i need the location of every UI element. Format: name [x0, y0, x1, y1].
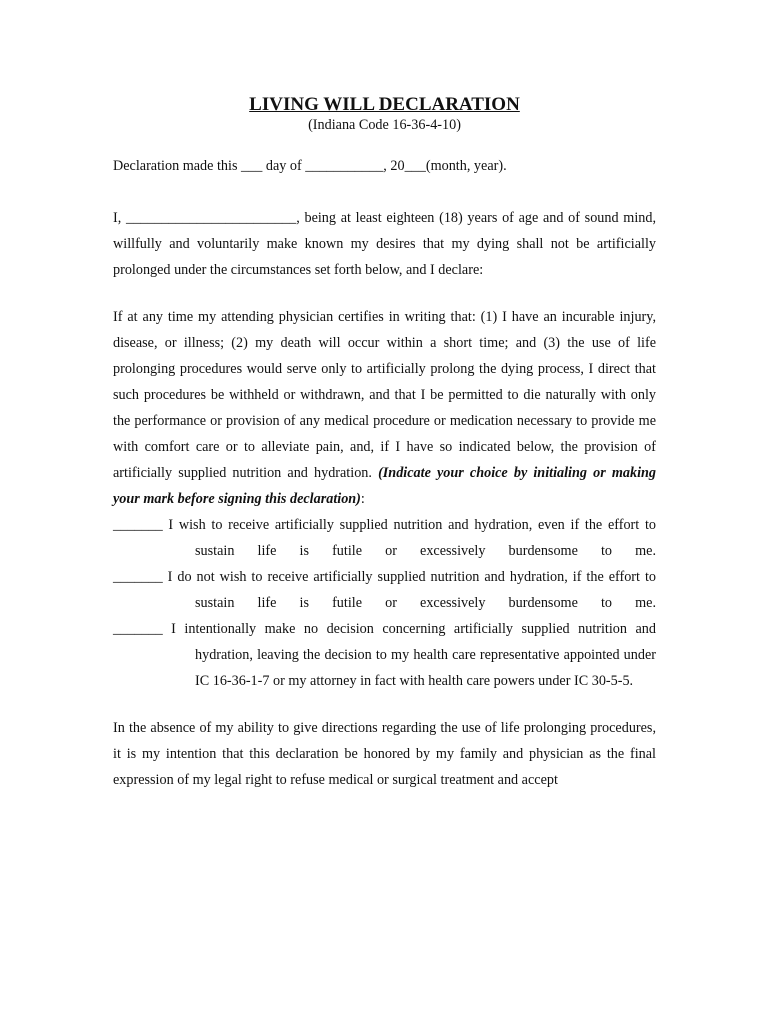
conditions-end: : [360, 491, 365, 507]
document-subtitle: (Indiana Code 16-36-4-10) [308, 117, 461, 133]
document-title: LIVING WILL DECLARATION [249, 94, 520, 115]
conditions-instruction: (Indicate your choice by initialing or making your mark before signing this declaration) [113, 465, 656, 507]
conditions-paragraph [113, 304, 656, 512]
conditions-text: If at any time my attending physician certifies in writing that: (1) I have an incurable injury, disease, or illness; (2) my death will occur within a short time; and (3) the use of life prolonging procedures would serve only to artificially prolong the dying process, I direct that such procedures be withheld or withdrawn, and that I be permitted to die naturally with only the performance or provision of any medical procedure or medication necessary to provide me with comfort care or to alleviate pain, and, if I have so indicated below, the provision of artificially supplied nutrition and hydration. [113, 309, 656, 481]
declarant-paragraph: I, ________________________, being at least eighteen (18) years of age and of sound mind, willfully and voluntarily make known my desires that my dying shall not be artificially prolonged under the circumstances set forth below, and I declare: [113, 210, 656, 278]
document-page [113, 94, 656, 793]
choice-receive-nutrition: _______ I wish to receive artificially supplied nutrition and hydration, even if the effort to sustain life is futile or excessively burdensome to me. [113, 517, 656, 559]
choice-no-decision: _______ I intentionally make no decision concerning artificially supplied nutrition and hydration, leaving the decision to my health care representative appointed under IC 16-36-1-7 or my attorney in fact with health care powers under IC 30-5-5. [113, 621, 656, 689]
absence-paragraph: In the absence of my ability to give directions regarding the use of life prolonging procedures, it is my intention that this declaration be honored by my family and physician as the final expression of my legal right to refuse medical or surgical treatment and accept [113, 720, 656, 788]
date-line: Declaration made this ___ day of ___________, 20___(month, year). [113, 158, 507, 174]
choice-decline-nutrition: _______ I do not wish to receive artificially supplied nutrition and hydration, if the effort to sustain life is futile or excessively burdensome to me. [113, 569, 656, 611]
